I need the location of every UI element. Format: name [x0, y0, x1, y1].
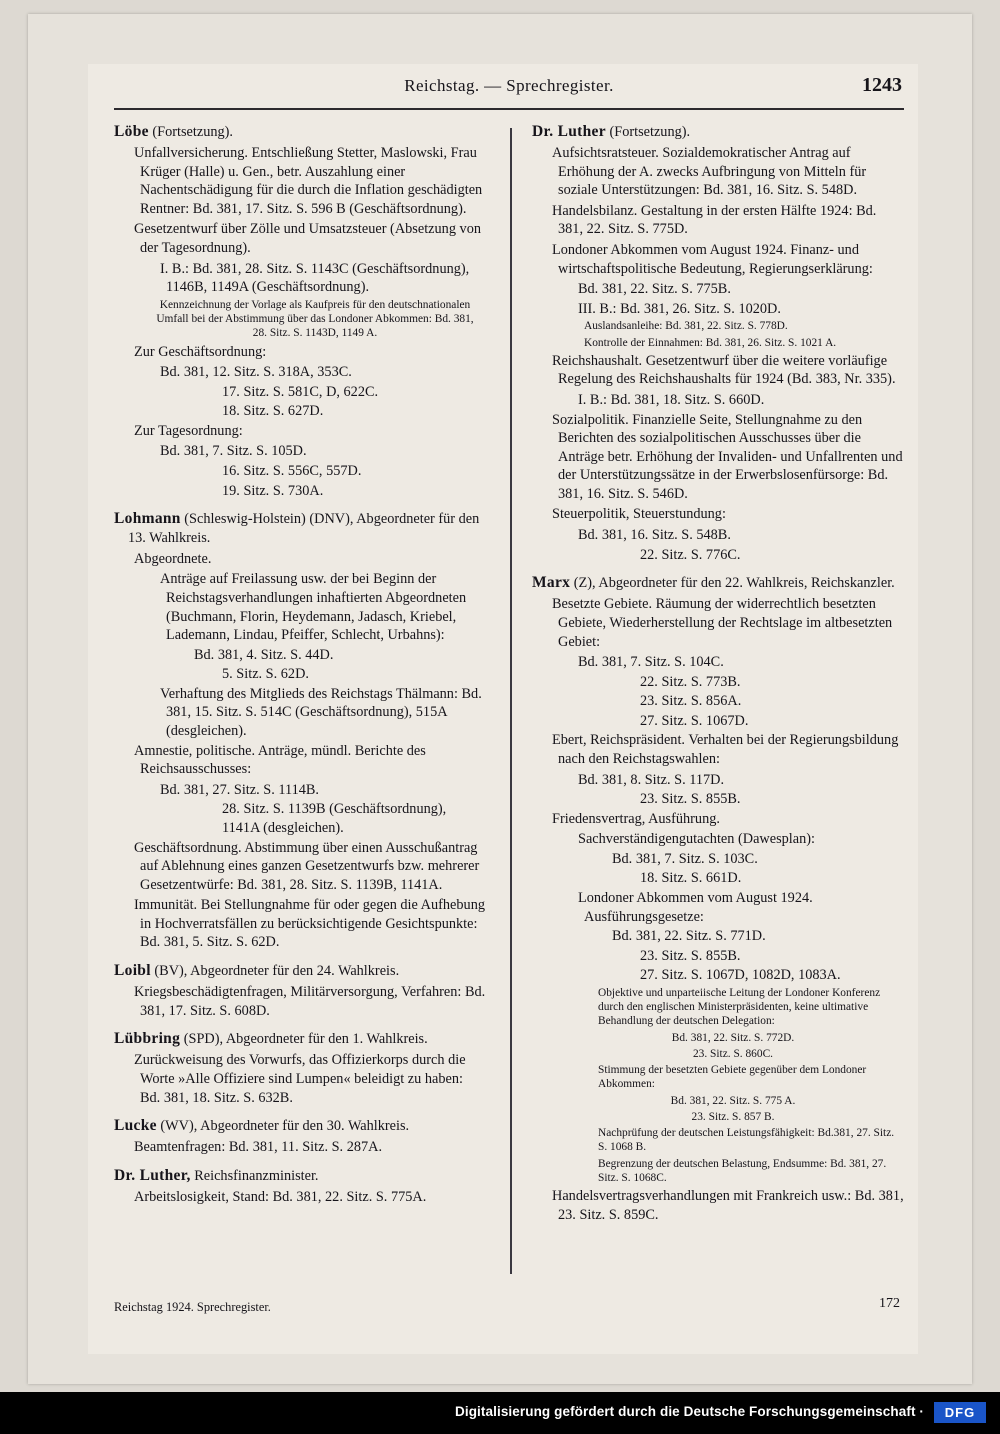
- left-column: [114, 122, 486, 1216]
- entry-reference: 22. Sitz. S. 776C.: [640, 546, 741, 563]
- entry-keyword: Unfallversicherung. Entschließung Stetter, Maslowski, Frau Krüger (Halle) u. Gen., betr. Auszahlung einer Nachentschädigung für die durch die Inflation geschädigten Rentner: Bd. 381, 17. Sitz. S. 596 B (Geschäftsordnung).: [134, 145, 483, 217]
- entry-keyword: Besetzte Gebiete. Räumung der widerrechtlich besetzten Gebiete, Wiederherstellung der Rechtslage im altbesetzten Gebiet:: [552, 596, 893, 650]
- entry-reference: 23. Sitz. S. 856A.: [640, 693, 742, 710]
- entry-reference: 28. Sitz. S. 1139B (Geschäftsordnung), 1141A (desgleichen).: [222, 801, 447, 836]
- entry-reference: Bd. 381, 7. Sitz. S. 105D.: [160, 443, 307, 460]
- entry-name-bold: Loibl: [114, 962, 151, 979]
- entry-note: Objektive und unparteiische Leitung der Londoner Konferenz durch den englischen Ministerpräsidenten, keine ultimative Behandlung der deutschen Delegation:: [598, 986, 881, 1028]
- entry-reference: 23. Sitz. S. 855B.: [640, 791, 741, 808]
- paper-sheet: [28, 14, 972, 1384]
- entry-reference: 27. Sitz. S. 1067D, 1082D, 1083A.: [640, 967, 841, 984]
- entry-reference: Bd. 381, 7. Sitz. S. 104C.: [578, 654, 724, 671]
- dfg-logo: DFG: [934, 1402, 986, 1423]
- entry-name-rest: (Fortsetzung).: [605, 124, 691, 140]
- entry-reference: 19. Sitz. S. 730A.: [222, 482, 324, 499]
- entry-keyword: Reichshaushalt. Gesetzentwurf über die weitere vorläufige Regelung des Reichshaushalts für 1924 (Bd. 383, Nr. 335).: [552, 352, 896, 388]
- entry-reference: 5. Sitz. S. 62D.: [222, 666, 309, 683]
- entry-keyword: Abgeordnete.: [134, 550, 212, 567]
- entry-name-bold: Löbe: [114, 123, 149, 140]
- header-rule: [114, 108, 904, 110]
- index-entry: [532, 122, 904, 564]
- entry-reference: 23. Sitz. S. 855B.: [640, 947, 741, 964]
- entry-name: [114, 509, 486, 548]
- entry-reference: 17. Sitz. S. 581C, D, 622C.: [222, 383, 379, 400]
- entry-note: Kennzeichnung der Vorlage als Kaufpreis für den deutschnationalen Umfall bei der Abstimmung über das Londoner Abkommen: Bd. 381, 28. Sitz. S. 1143D, 1149 A.: [156, 298, 474, 340]
- entry-name: [114, 1116, 486, 1136]
- entry-name-bold: Dr. Luther,: [114, 1166, 191, 1184]
- entry-name: [532, 122, 904, 142]
- entry-name-bold: Lohmann: [114, 510, 181, 528]
- index-entry: [114, 509, 486, 952]
- entry-note: Bd. 381, 22. Sitz. S. 775 A.: [670, 1094, 796, 1107]
- index-entry: [114, 1029, 486, 1107]
- entry-name-rest: (Schleswig-Holstein) (DNV), Abgeordneter für den 13. Wahlkreis.: [128, 511, 480, 547]
- entry-note: Auslandsanleihe: Bd. 381, 22. Sitz. S. 778D.: [584, 320, 788, 333]
- entry-name: [114, 122, 486, 142]
- entry-name: [532, 573, 904, 593]
- entry-reference: Bd. 381, 8. Sitz. S. 117D.: [578, 771, 725, 788]
- entry-reference: Verhaftung des Mitglieds des Reichstags Thälmann: Bd. 381, 15. Sitz. S. 514C (Geschäftsordnung), 515A (desgleichen).: [160, 685, 482, 740]
- entry-note: Kontrolle der Einnahmen: Bd. 381, 26. Sitz. S. 1021 A.: [584, 336, 837, 349]
- entry-name-rest: Reichsfinanzminister.: [190, 1167, 319, 1184]
- index-entry: [532, 573, 904, 1224]
- entry-reference: I. B.: Bd. 381, 28. Sitz. S. 1143C (Geschäftsordnung), 1146B, 1149A (Geschäftsordnung).: [160, 260, 470, 296]
- page-number: 1243: [862, 74, 902, 96]
- entry-keyword: Beamtenfragen: Bd. 381, 11. Sitz. S. 287A.: [134, 1139, 383, 1156]
- entry-name-rest: (BV), Abgeordneter für den 24. Wahlkreis.: [150, 963, 400, 979]
- entry-keyword: Steuerpolitik, Steuerstundung:: [552, 506, 726, 523]
- entry-keyword: Arbeitslosigkeit, Stand: Bd. 381, 22. Sitz. S. 775A.: [134, 1189, 427, 1206]
- entry-keyword: Londoner Abkommen vom August 1924. Finanz- und wirtschaftspolitische Bedeutung, Regierungserklärung:: [552, 242, 873, 277]
- entry-name: [114, 1166, 486, 1186]
- entry-keyword: Ebert, Reichspräsident. Verhalten bei der Regierungsbildung nach den Reichstagswahlen:: [552, 732, 899, 767]
- index-entry: [114, 1166, 486, 1207]
- entry-name-rest: (WV), Abgeordneter für den 30. Wahlkreis.: [156, 1118, 410, 1135]
- column-divider: [510, 128, 512, 1274]
- page-header: [114, 76, 904, 96]
- entry-reference: 16. Sitz. S. 556C, 557D.: [222, 462, 362, 479]
- entry-reference: Bd. 381, 27. Sitz. S. 1114B.: [160, 781, 320, 798]
- entry-keyword: Sozialpolitik. Finanzielle Seite, Stellungnahme zu den Berichten des sozialpolitischen Ausschusses über die Anträge betr. Erhöhung der Invaliden- und Unfallrenten und der Unterstützungssätze in der Erwerbslosenfürsorge: Bd. 381, 16. Sitz. S. 546D.: [552, 411, 903, 502]
- entry-note: Nachprüfung der deutschen Leistungsfähigkeit: Bd.381, 27. Sitz. S. 1068 B.: [598, 1127, 895, 1154]
- entry-name-rest: (SPD), Abgeordneter für den 1. Wahlkreis.: [180, 1031, 428, 1048]
- entry-keyword: Zurückweisung des Vorwurfs, das Offizierkorps durch die Worte »Alle Offiziere sind Lumpen« beleidigt zu haben: Bd. 381, 18. Sitz. S. 632B.: [134, 1052, 466, 1106]
- entry-keyword: Aufsichtsratsteuer. Sozialdemokratischer Antrag auf Erhöhung der A. zwecks Aufbringung von Mitteln für soziale Unterstützungen: Bd. 381, 16. Sitz. S. 548D.: [552, 145, 867, 199]
- entry-note: Bd. 381, 22. Sitz. S. 772D.: [671, 1031, 795, 1044]
- entry-reference: Bd. 381, 12. Sitz. S. 318A, 353C.: [160, 364, 352, 381]
- entry-keyword: Geschäftsordnung. Abstimmung über einen Ausschußantrag auf Ablehnung eines ganzen Gesetzentwurfs bzw. mehrerer Gesetzentwürfe: Bd. 381, 28. Sitz. S. 1139B, 1141A.: [134, 839, 480, 893]
- entry-name-bold: Lucke: [114, 1117, 157, 1135]
- entry-keyword: Immunität. Bei Stellungnahme für oder gegen die Aufhebung in Hochverratsfällen zu berücksichtigende Gesichtspunkte: Bd. 381, 5. Sitz. S. 62D.: [134, 897, 485, 951]
- entry-reference: Bd. 381, 16. Sitz. S. 548B.: [578, 527, 731, 544]
- entry-reference: 22. Sitz. S. 773B.: [640, 673, 741, 690]
- entry-reference: Anträge auf Freilassung usw. der bei Beginn der Reichstagsverhandlungen inhaftierten Abgeordneten (Buchmann, Florin, Heydemann, Jadasch, Kriebel, Lademann, Lindau, Pfeiffer, Schlecht, Urbahns):: [160, 571, 467, 644]
- entry-keyword: Handelsvertragsverhandlungen mit Frankreich usw.: Bd. 381, 23. Sitz. S. 859C.: [552, 1188, 904, 1223]
- entry-reference: Sachverständigengutachten (Dawesplan):: [578, 831, 816, 848]
- footer-signature: 172: [879, 1296, 900, 1311]
- right-column: [532, 122, 904, 1233]
- entry-reference: I. B.: Bd. 381, 18. Sitz. S. 660D.: [578, 392, 765, 408]
- entry-name-rest: (Z), Abgeordneter für den 22. Wahlkreis, Reichskanzler.: [570, 575, 895, 592]
- banner-text: Digitalisierung gefördert durch die Deutsche Forschungsgemeinschaft ·: [455, 1404, 924, 1419]
- entry-name: [114, 961, 486, 981]
- entry-reference: 27. Sitz. S. 1067D.: [640, 712, 749, 729]
- entry-note: 23. Sitz. S. 860C.: [692, 1047, 774, 1060]
- footer-left: Reichstag 1924. Sprechregister.: [114, 1300, 271, 1314]
- entry-reference: Bd. 381, 7. Sitz. S. 103C.: [612, 850, 758, 867]
- index-entry: [114, 961, 486, 1020]
- entry-note: 23. Sitz. S. 857 B.: [691, 1110, 775, 1123]
- two-column-body: [114, 122, 904, 1282]
- entry-name-rest: (Fortsetzung).: [148, 124, 233, 140]
- entry-note: Stimmung der besetzten Gebiete gegenüber dem Londoner Abkommen:: [598, 1064, 867, 1091]
- entry-reference: Bd. 381, 22. Sitz. S. 775B.: [578, 281, 731, 298]
- index-entry: [114, 1116, 486, 1157]
- entry-keyword: Zur Tagesordnung:: [134, 422, 243, 439]
- digitization-banner: [0, 1392, 1000, 1434]
- entry-name-bold: Dr. Luther: [532, 123, 606, 140]
- index-entry: [114, 122, 486, 500]
- text-block: [88, 64, 918, 1354]
- entry-name-bold: Lübbring: [114, 1030, 181, 1048]
- entry-keyword: Friedensvertrag, Ausführung.: [552, 810, 720, 827]
- entry-keyword: Kriegsbeschädigtenfragen, Militärversorgung, Verfahren: Bd. 381, 17. Sitz. S. 608D.: [134, 984, 486, 1019]
- running-title: Reichstag. — Sprechregister.: [404, 76, 614, 95]
- entry-reference: Londoner Abkommen vom August 1924. Ausführungsgesetze:: [578, 890, 813, 925]
- entry-note: Begrenzung der deutschen Belastung, Endsumme: Bd. 381, 27. Sitz. S. 1068C.: [598, 1157, 887, 1184]
- entry-reference: Bd. 381, 4. Sitz. S. 44D.: [194, 646, 334, 663]
- entry-reference: 18. Sitz. S. 661D.: [640, 870, 742, 887]
- entry-reference: Bd. 381, 22. Sitz. S. 771D.: [612, 928, 766, 945]
- entry-name-bold: Marx: [532, 574, 571, 592]
- entry-reference: III. B.: Bd. 381, 26. Sitz. S. 1020D.: [578, 300, 781, 317]
- entry-keyword: Gesetzentwurf über Zölle und Umsatzsteuer (Absetzung von der Tagesordnung).: [134, 221, 481, 257]
- entry-reference: 18. Sitz. S. 627D.: [222, 403, 324, 420]
- entry-keyword: Zur Geschäftsordnung:: [134, 343, 267, 360]
- entry-name: [114, 1029, 486, 1049]
- entry-keyword: Amnestie, politische. Anträge, mündl. Berichte des Reichsausschusses:: [134, 742, 426, 778]
- entry-keyword: Handelsbilanz. Gestaltung in der ersten Hälfte 1924: Bd. 381, 22. Sitz. S. 775D.: [552, 202, 877, 238]
